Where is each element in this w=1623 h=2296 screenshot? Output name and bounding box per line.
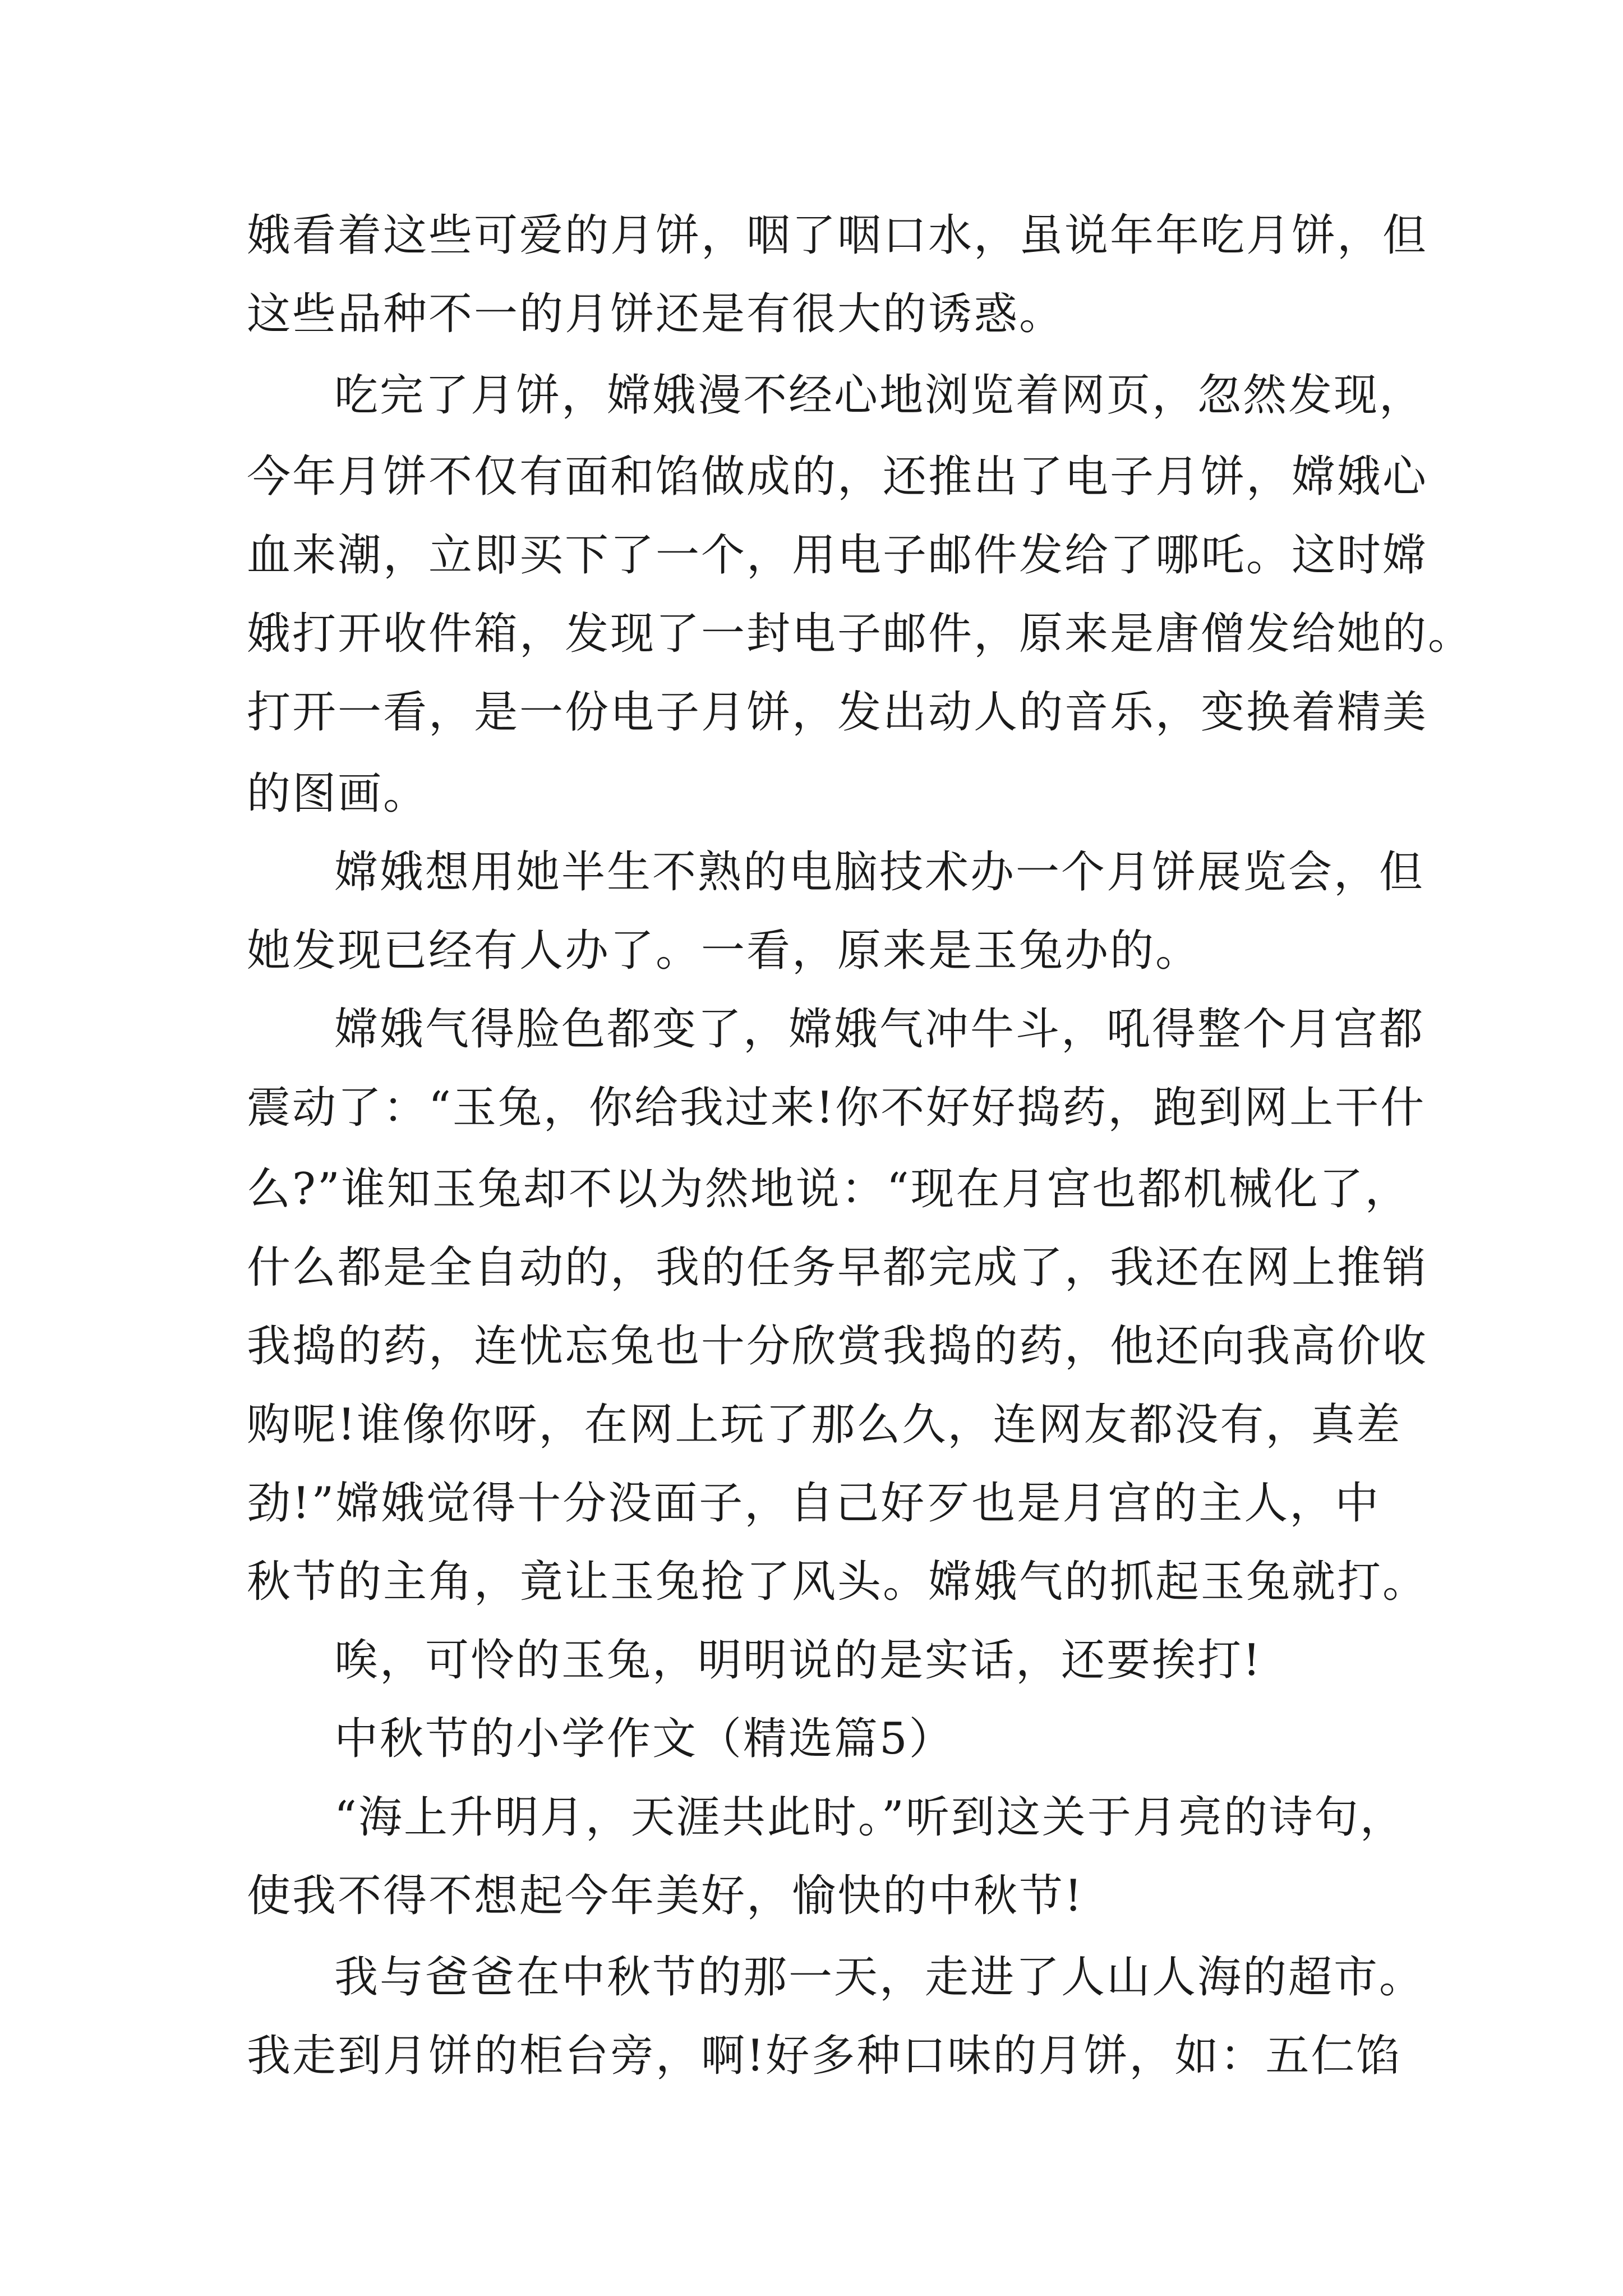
text-line: 吃完了月饼，嫦娥漫不经心地浏览着网页，忽然发现， [334,370,1425,421]
text-line: 打开一看，是一份电子月饼，发出动人的音乐，变换着精美 [247,687,1428,738]
text-line: 我与爸爸在中秋节的那一天，走进了人山人海的超市。 [334,1952,1425,2003]
text-line: 么?”谁知玉兔却不以为然地说：“现在月宫也都机械化了， [247,1164,1410,1214]
text-line: 血来潮，立即买下了一个，用电子邮件发给了哪吒。这时嫦 [247,530,1428,581]
text-line: 劲!”嫦娥觉得十分没面子，自己好歹也是月宫的主人，中 [247,1478,1381,1529]
text-line: 今年月饼不仅有面和馅做成的，还推出了电子月饼，嫦娥心 [247,452,1428,502]
text-line: 什么都是全自动的，我的任务早都完成了，我还在网上推销 [247,1243,1428,1293]
text-line: 我走到月饼的柜台旁，啊!好多种口味的月饼，如：五仁馅 [247,2031,1402,2081]
text-line: 嫦娥想用她半生不熟的电脑技术办一个月饼展览会，但 [334,847,1425,898]
text-line: 购呢!谁像你呀，在网上玩了那么久，连网友都没有，真差 [247,1400,1402,1450]
text-line: 秋节的主角，竟让玉兔抢了风头。嫦娥气的抓起玉兔就打。 [247,1557,1428,1607]
text-line: 唉，可怜的玉兔，明明说的是实话，还要挨打! [334,1635,1262,1686]
text-line: 娥打开收件箱，发现了一封电子邮件，原来是唐僧发给她的。 [247,609,1474,659]
text-line: 这些品种不一的月饼还是有很大的诱惑。 [247,289,1065,339]
text-line: 娥看着这些可爱的月饼，咽了咽口水，虽说年年吃月饼，但 [247,210,1428,261]
text-line: “海上升明月，天涯共此时。”听到这关于月亮的诗句， [334,1792,1405,1843]
text-line: 嫦娥气得脸色都变了，嫦娥气冲牛斗，吼得整个月宫都 [334,1004,1425,1055]
text-line: 我捣的药，连忧忘兔也十分欣赏我捣的药，他还向我高价收 [247,1321,1428,1372]
section-heading: 中秋节的小学作文（精选篇5） [334,1714,955,1764]
text-line: 使我不得不想起今年美好，愉快的中秋节! [247,1871,1084,1921]
text-line: 她发现已经有人办了。一看，原来是玉兔办的。 [247,926,1201,976]
text-line: 震动了：“玉兔，你给我过来!你不好好捣药，跑到网上干什 [247,1083,1426,1133]
text-line: 的图画。 [247,769,429,819]
